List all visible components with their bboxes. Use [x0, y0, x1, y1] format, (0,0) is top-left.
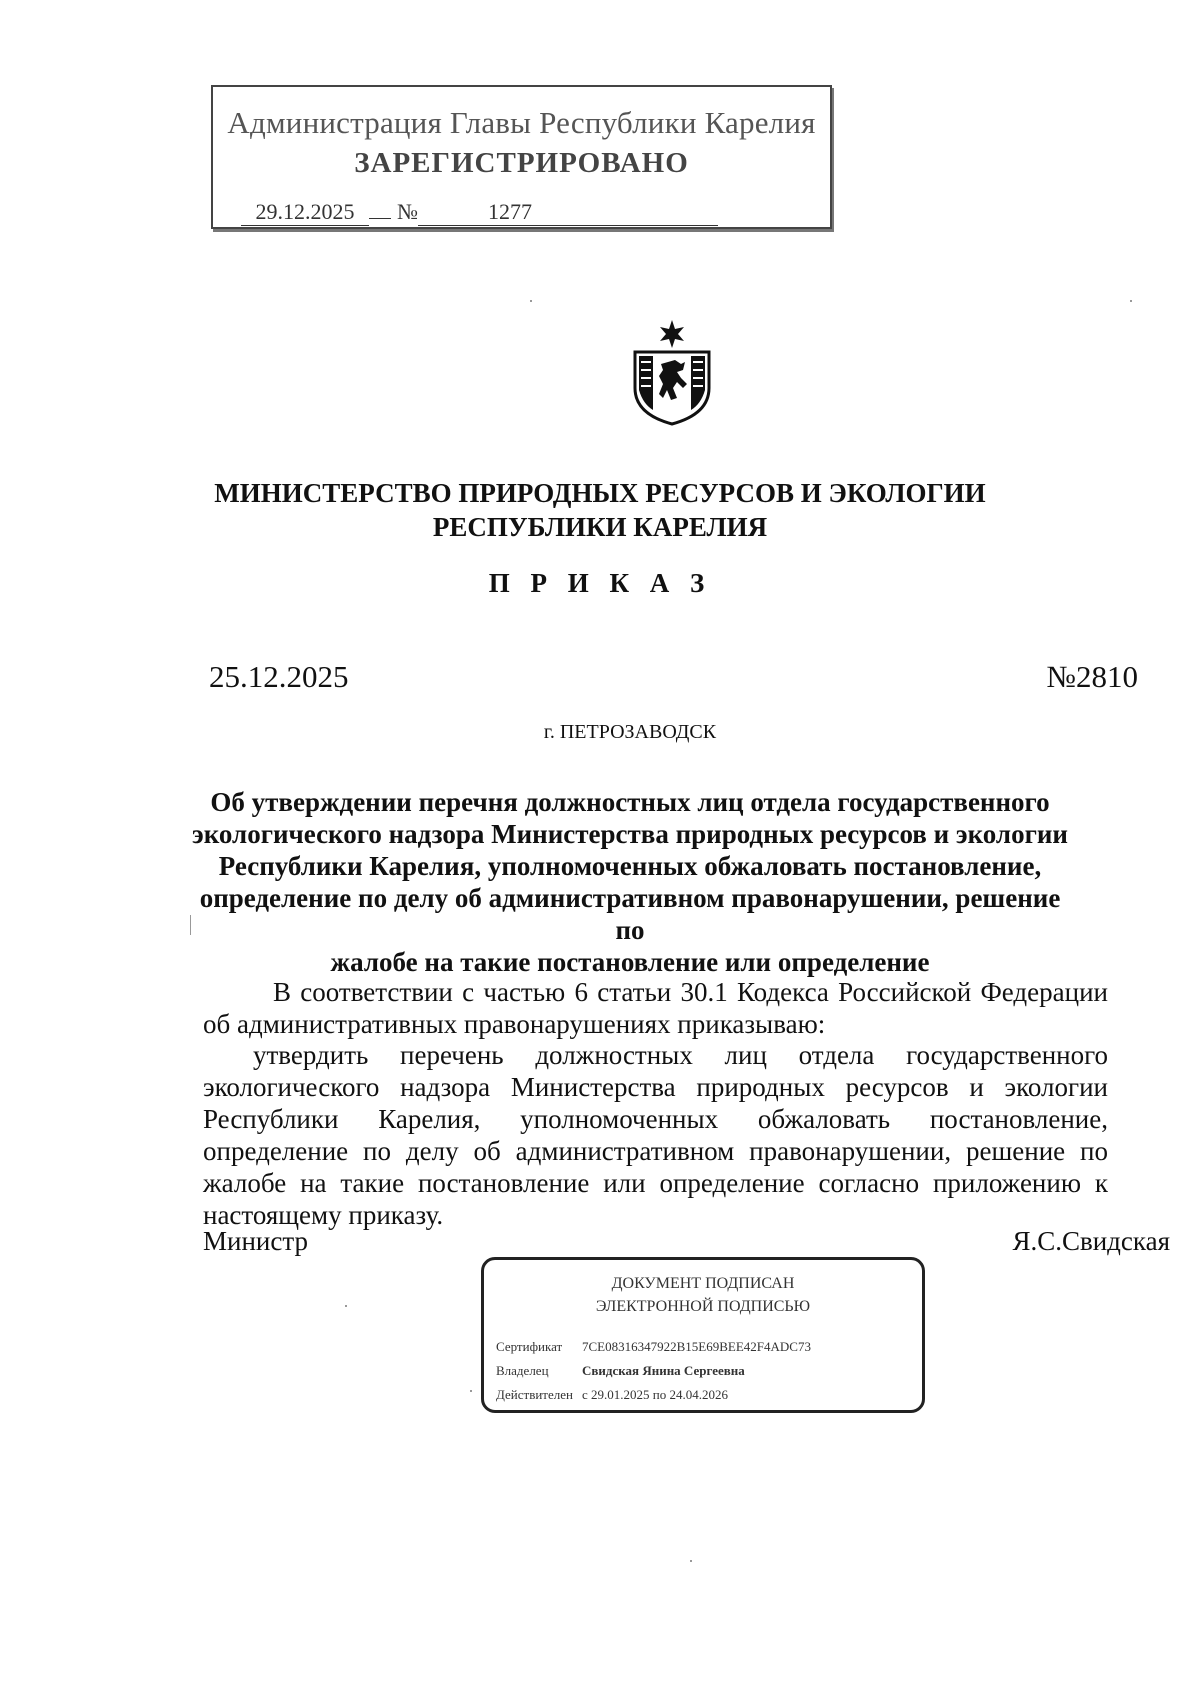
- signer-title: Министр: [203, 1226, 308, 1256]
- subject-line: жалобе на такие постановление или определение: [330, 947, 930, 977]
- certificate-row: [496, 1339, 811, 1355]
- registration-number: 1277: [418, 199, 718, 226]
- validity-value: с 29.01.2025 по 24.04.2026: [582, 1387, 728, 1402]
- subject-line: Об утверждении перечня должностных лиц отдела государственного: [210, 787, 1050, 817]
- registration-stamp: [211, 85, 832, 229]
- document-date: 25.12.2025: [209, 659, 349, 694]
- body-paragraph-order: утвердить перечень должностных лиц отдела государственного экологического надзора Министерства природных ресурсов и экологии Республики Карелия, уполномоченных обжаловать постановление, определение по делу об административном правонарушении, решение по жалобе на такие постановление или определение согласно приложению к настоящему приказу.: [203, 1040, 1108, 1230]
- registration-office: Администрация Главы Республики Карелия: [227, 105, 816, 140]
- owner-label: Владелец: [496, 1363, 549, 1378]
- document-subject: [190, 786, 1070, 978]
- ministry-name: [0, 476, 1200, 544]
- document-city: г. ПЕТРОЗАВОДСК: [543, 721, 717, 743]
- document-type: П Р И К А З: [488, 568, 712, 598]
- signer-name: Я.С.Свидская: [1012, 1226, 1170, 1256]
- owner-value: Свидская Янина Сергеевна: [582, 1363, 745, 1378]
- ministry-name-line1: МИНИСТЕРСТВО ПРИРОДНЫХ РЕСУРСОВ И ЭКОЛОГИИ: [214, 478, 986, 508]
- owner-row: [496, 1363, 745, 1379]
- registration-number-label: №: [397, 199, 418, 224]
- certificate-value: 7CE08316347922B15E69BEE42F4ADC73: [582, 1339, 811, 1354]
- body-paragraph-basis: В соответствии с частью 6 статьи 30.1 Кодекса Российской Федерации об административных правонарушениях приказываю:: [203, 977, 1108, 1039]
- certificate-label: Сертификат: [496, 1339, 563, 1354]
- e-signature-heading: ДОКУМЕНТ ПОДПИСАН: [611, 1275, 795, 1292]
- validity-label: Действителен: [496, 1387, 573, 1402]
- validity-row: [496, 1387, 728, 1403]
- coat-of-arms-karelia-icon: [627, 318, 717, 426]
- registration-date: 29.12.2025: [241, 199, 369, 226]
- ministry-name-line2: РЕСПУБЛИКИ КАРЕЛИЯ: [432, 512, 768, 542]
- electronic-signature-stamp: [481, 1257, 925, 1413]
- subject-line: определение по делу об административном правонарушении, решение по: [199, 883, 1061, 945]
- registration-status: ЗАРЕГИСТРИРОВАНО: [354, 147, 689, 179]
- registration-details: [241, 199, 718, 226]
- document-number: №2810: [1046, 659, 1138, 694]
- e-signature-heading: ЭЛЕКТРОННОЙ ПОДПИСЬЮ: [595, 1298, 811, 1315]
- subject-line: Республики Карелия, уполномоченных обжаловать постановление,: [218, 851, 1042, 881]
- subject-line: экологического надзора Министерства природных ресурсов и экологии: [192, 819, 1068, 849]
